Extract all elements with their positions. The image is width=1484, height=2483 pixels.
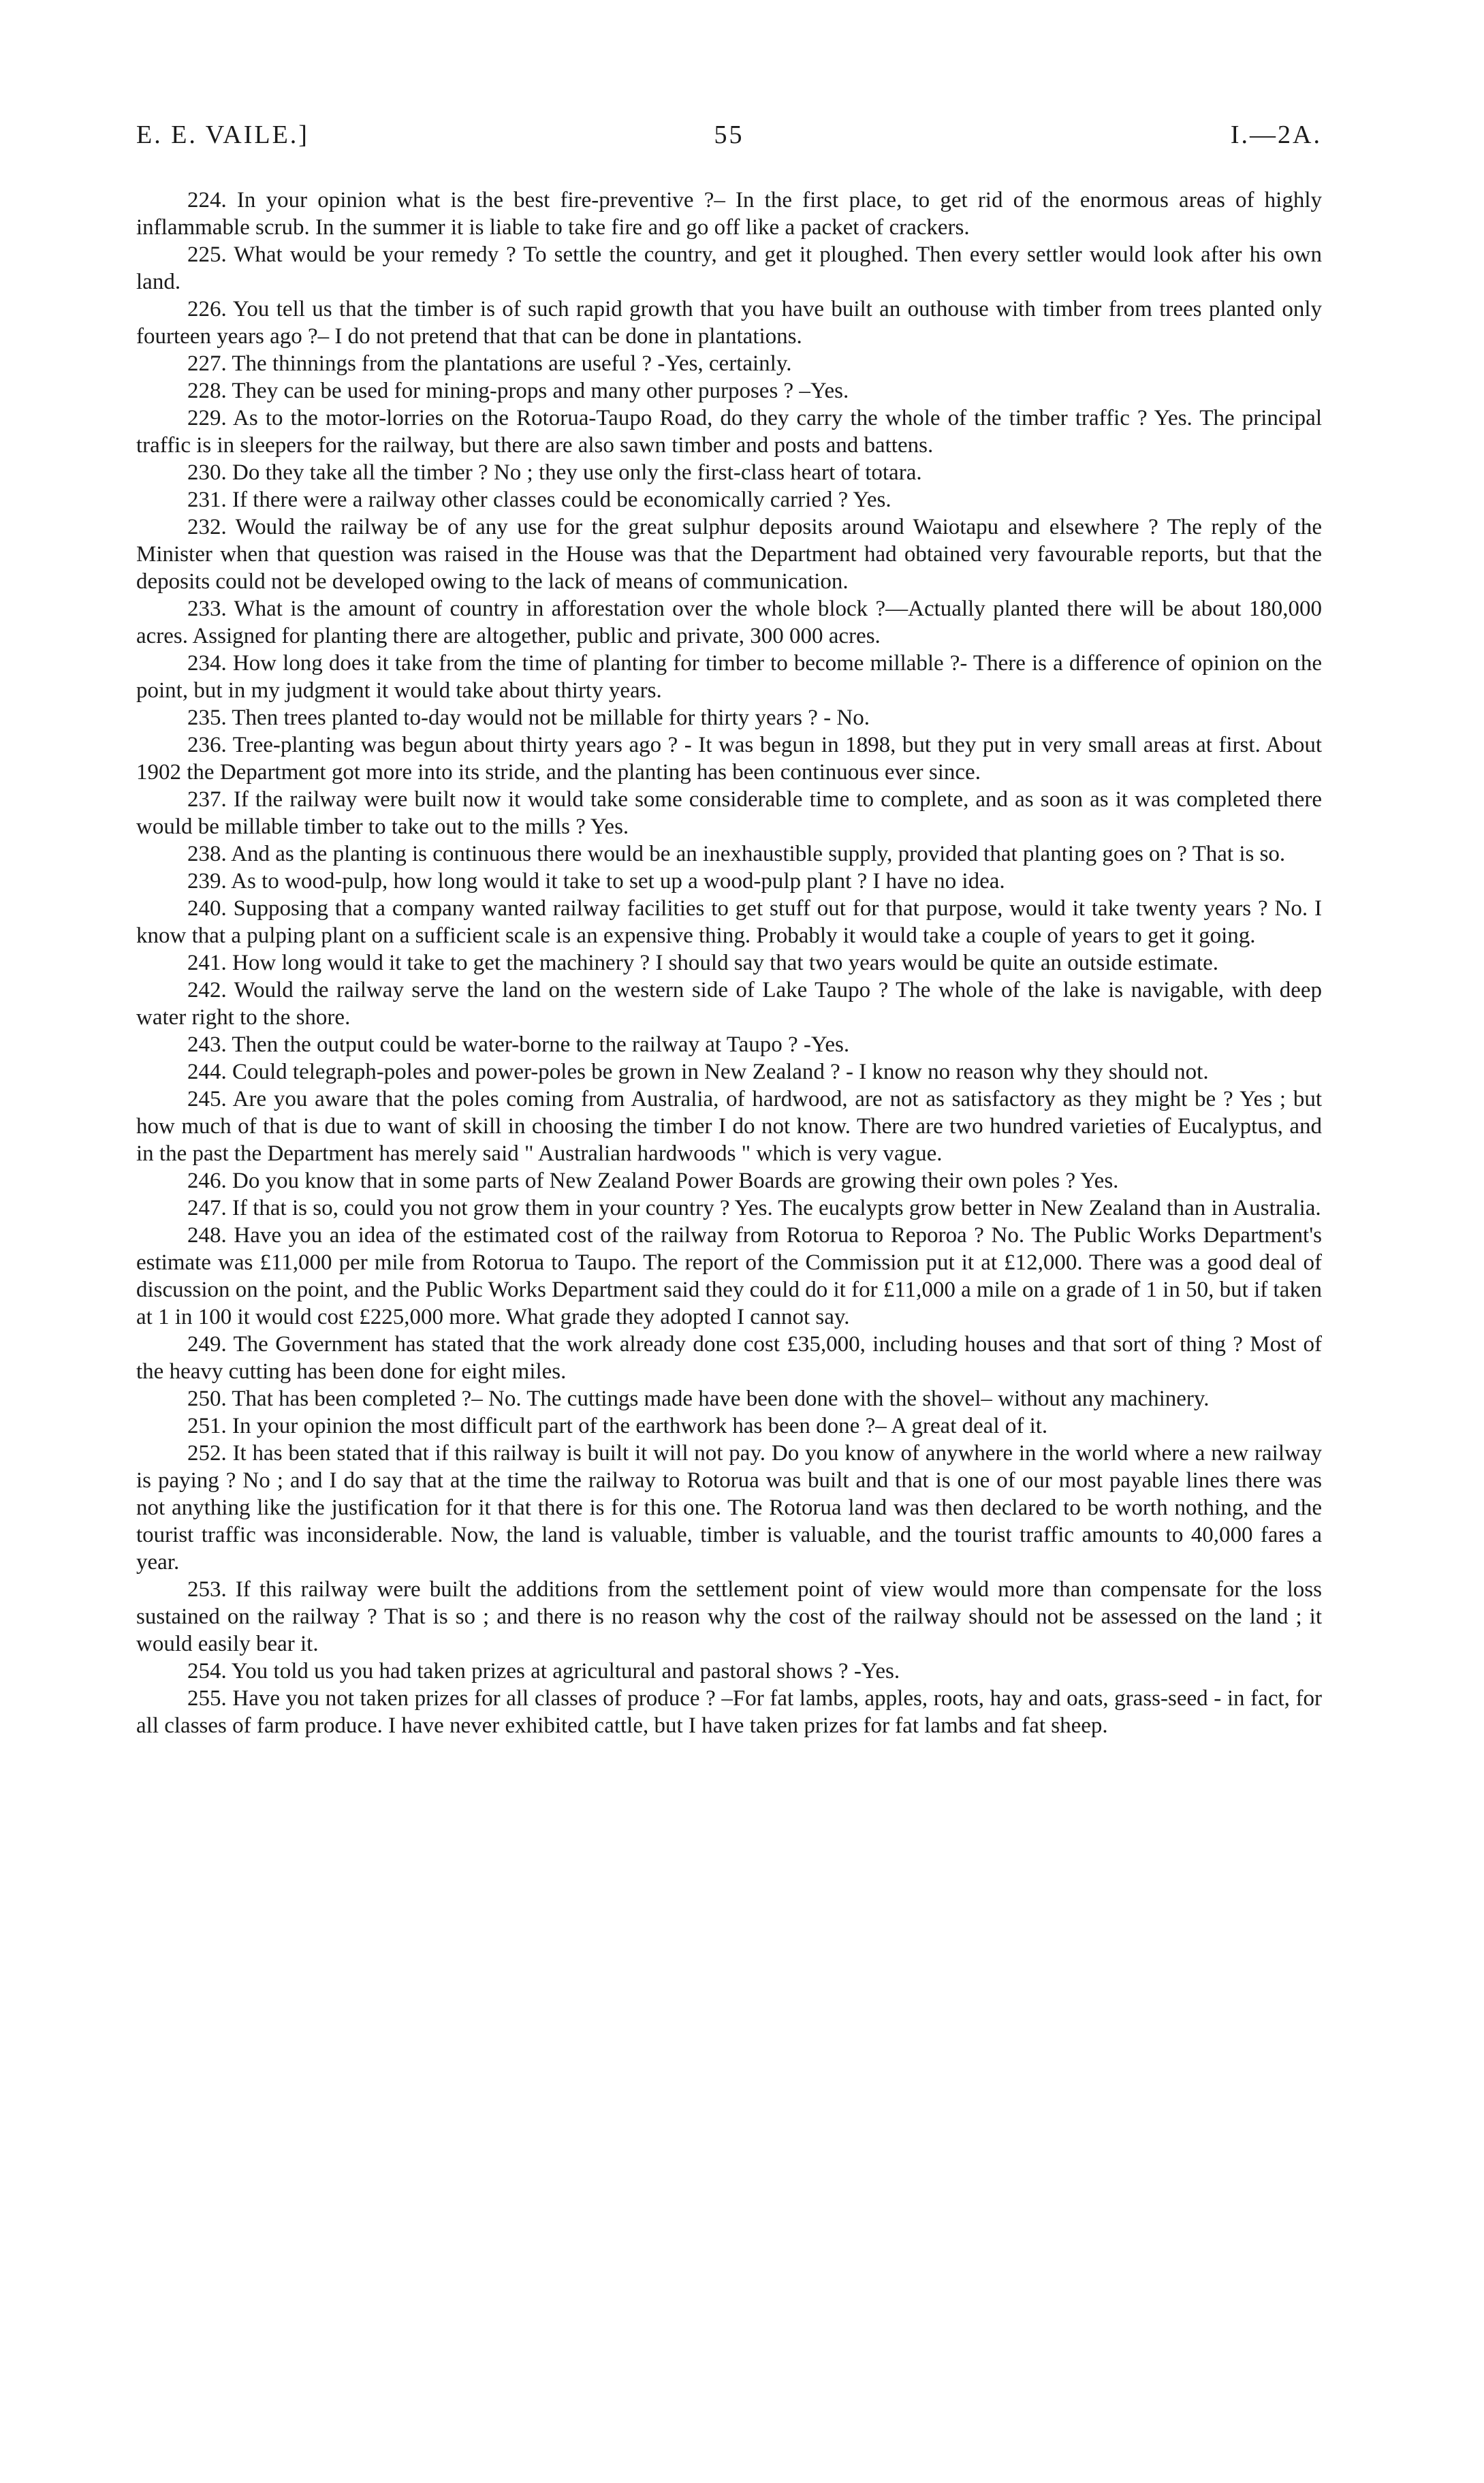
question-238: 238. And as the planting is continuous there would be an inexhaustible supply, provided that planting goes on ? That is so. — [187, 842, 1286, 866]
evidence-transcript — [136, 187, 1322, 1739]
question-248: 248. Have you an idea of the estimated cost of the railway from Rotorua to Reporoa ? No. The Public Works Department's estimate was £11,000 per mile from Rotorua to Taupo. The report of the Commission put it at £12,000. There was a good deal of discussion on the point, and the Public Works Department said they could do it for £11,000 a mile on a grade of 1 in 50, but if taken at 1 in 100 it would cost £225,000 more. What grade they adopted I cannot say. — [136, 1223, 1322, 1329]
header-witness-name: E. E. VAILE.] — [136, 121, 309, 149]
question-229: 229. As to the motor-lorries on the Rotorua-Taupo Road, do they carry the whole of the timber traffic ? Yes. The principal traffic is in sleepers for the railway, but there are also sawn timber and posts and battens. — [136, 406, 1322, 458]
question-232: 232. Would the railway be of any use for the great sulphur deposits around Waiotapu and elsewhere ? The reply of the Minister when that question was raised in the House was that the Department had obtained very favourable reports, but that the deposits could not be developed owing to the lack of means of communication. — [136, 515, 1322, 594]
question-243: 243. Then the output could be water-borne to the railway at Taupo ? -Yes. — [187, 1032, 850, 1057]
question-251: 251. In your opinion the most difficult part of the earthwork has been done ?– A great deal of it. — [187, 1414, 1048, 1438]
question-255: 255. Have you not taken prizes for all classes of produce ? –For fat lambs, apples, roots, hay and oats, grass-seed - in fact, for all classes of farm produce. I have never exhibited cattle, but I have taken prizes for fat lambs and fat sheep. — [136, 1686, 1322, 1738]
question-230: 230. Do they take all the timber ? No ; they use only the first-class heart of totara. — [187, 460, 922, 485]
question-226: 226. You tell us that the timber is of such rapid growth that you have built an outhouse with timber from trees planted only fourteen years ago ?– I do not pretend that that can be done in plantations. — [136, 297, 1322, 349]
question-252: 252. It has been stated that if this railway is built it will not pay. Do you know of anywhere in the world where a new railway is paying ? No ; and I do say that at the time the railway to Rotorua was built and that is one of our most payable lines there was not anything like the justification for it that there is for this one. The Rotorua land was then declared to be worth nothing, and the tourist traffic was inconsiderable. Now, the land is valuable, timber is valuable, and the tourist traffic amounts to 40,000 fares a year. — [136, 1441, 1322, 1575]
question-234: 234. How long does it take from the time of planting for timber to become millable ?- There is a difference of opinion on the point, but in my judgment it would take about thirty years. — [136, 651, 1322, 703]
question-254: 254. You told us you had taken prizes at agricultural and pastoral shows ? -Yes. — [187, 1659, 900, 1683]
question-236: 236. Tree-planting was begun about thirty years ago ? - It was begun in 1898, but they put in very small areas at first. About 1902 the Department got more into its stride, and the planting has been continuous ever since. — [136, 733, 1322, 785]
question-250: 250. That has been completed ?– No. The cuttings made have been done with the shovel– without any machinery. — [187, 1387, 1210, 1411]
header-page-number: 55 — [714, 121, 744, 149]
header-document-reference: I.—2A. — [1230, 121, 1322, 149]
question-240: 240. Supposing that a company wanted railway facilities to get stuff out for that purpose, would it take twenty years ? No. I know that a pulping plant on a sufficient scale is an expensive thing. Probably it would take a couple of years to get it going. — [136, 896, 1322, 948]
question-228: 228. They can be used for mining-props and many other purposes ? –Yes. — [187, 379, 849, 403]
question-235: 235. Then trees planted to-day would not be millable for thirty years ? - No. — [187, 706, 870, 730]
running-header — [136, 120, 1322, 161]
question-242: 242. Would the railway serve the land on the western side of Lake Taupo ? The whole of the lake is navigable, with deep water right to the shore. — [136, 978, 1322, 1030]
question-237: 237. If the railway were built now it would take some considerable time to complete, and as soon as it was completed there would be millable timber to take out to the mills ? Yes. — [136, 787, 1322, 839]
question-244: 244. Could telegraph-poles and power-poles be grown in New Zealand ? - I know no reason why they should not. — [187, 1060, 1209, 1084]
question-245: 245. Are you aware that the poles coming from Australia, of hardwood, are not as satisfactory as they might be ? Yes ; but how much of that is due to want of skill in choosing the timber I do not know. There are two hundred varieties of Eucalyptus, and in the past the Department has merely said " Australian hardwoods " which is very vague. — [136, 1087, 1322, 1166]
question-227: 227. The thinnings from the plantations are useful ? -Yes, certainly. — [187, 351, 792, 376]
question-247: 247. If that is so, could you not grow them in your country ? Yes. The eucalypts grow better in New Zealand than in Australia. — [187, 1196, 1321, 1220]
question-231: 231. If there were a railway other classes could be economically carried ? Yes. — [187, 488, 891, 512]
question-253: 253. If this railway were built the additions from the settlement point of view would more than compensate for the loss sustained on the railway ? That is so ; and there is no reason why the cost of the railway should not be assessed on the land ; it would easily bear it. — [136, 1577, 1322, 1656]
question-233: 233. What is the amount of country in afforestation over the whole block ?—Actually planted there will be about 180,000 acres. Assigned for planting there are altogether, public and private, 300 000 acres. — [136, 597, 1322, 648]
question-241: 241. How long would it take to get the machinery ? I should say that two years would be quite an outside estimate. — [187, 951, 1219, 975]
question-239: 239. As to wood-pulp, how long would it take to set up a wood-pulp plant ? I have no idea. — [187, 869, 1005, 893]
question-225: 225. What would be your remedy ? To settle the country, and get it ploughed. Then every settler would look after his own land. — [136, 242, 1322, 294]
question-224: 224. In your opinion what is the best fire-preventive ?– In the first place, to get rid of the enormous areas of highly inflammable scrub. In the summer it is liable to take fire and go off like a packet of crackers. — [136, 188, 1322, 240]
question-249: 249. The Government has stated that the work already done cost £35,000, including houses and that sort of thing ? Most of the heavy cutting has been done for eight miles. — [136, 1332, 1322, 1384]
question-246: 246. Do you know that in some parts of New Zealand Power Boards are growing their own poles ? Yes. — [187, 1169, 1119, 1193]
